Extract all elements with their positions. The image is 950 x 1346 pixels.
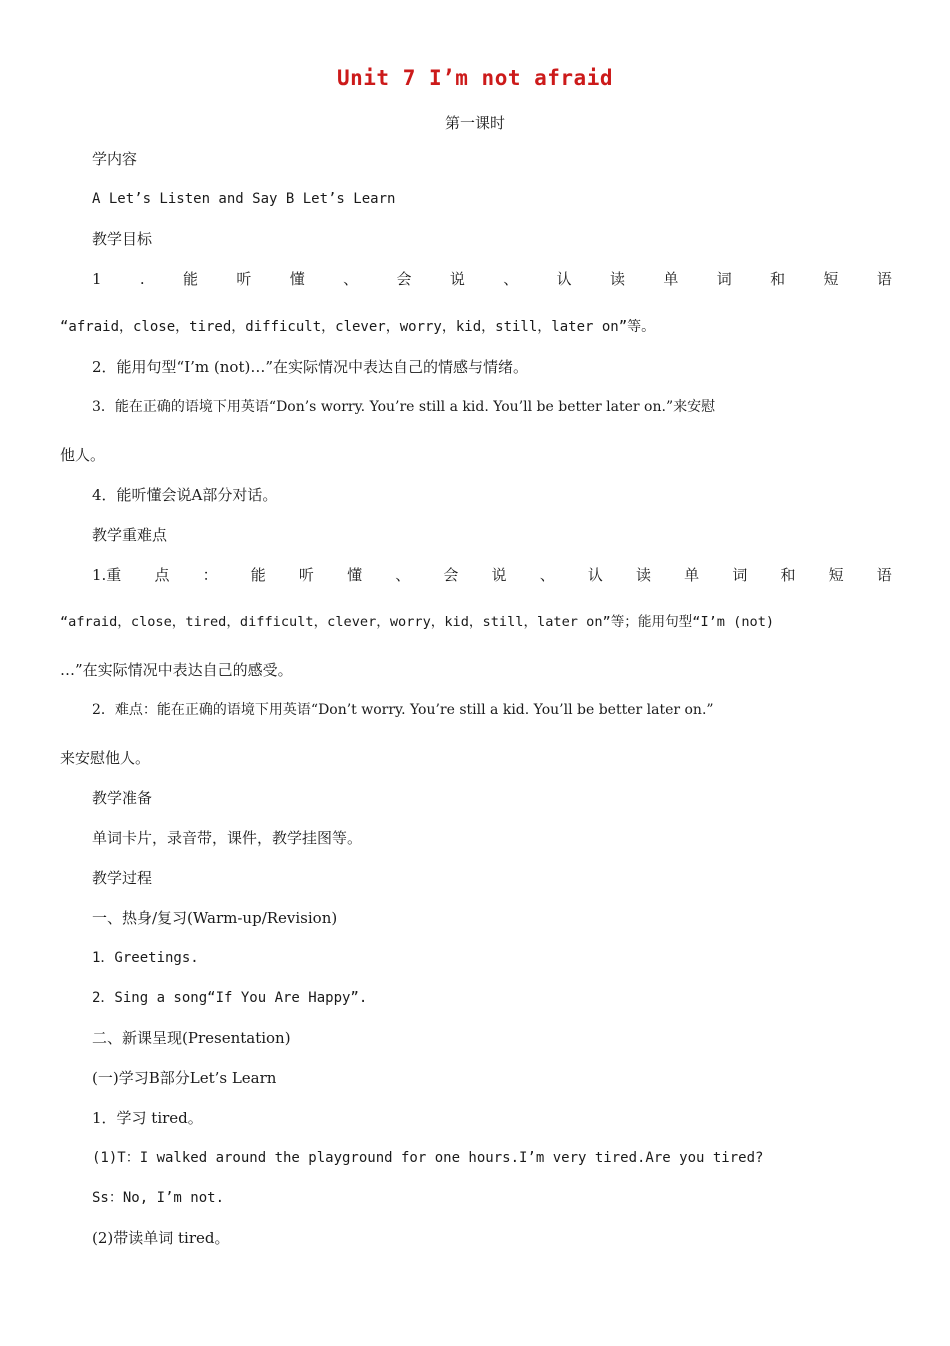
goal-1-char: 语 <box>876 270 892 288</box>
heading-key-points: 教学重难点 <box>92 526 168 544</box>
goal-4: 4．能听懂会说A部分对话。 <box>92 486 278 504</box>
heading-preparation: 教学准备 <box>92 789 153 807</box>
goal-1-continued: “afraid，close，tired，difficult，clever，worry，kid，still，later on”等。 <box>60 319 656 335</box>
key-1-continued-2: …”在实际情况中表达自己的感受。 <box>60 661 293 679</box>
goal-3-continued: 他人。 <box>60 446 106 464</box>
learn-item-1: 1．学习 tired。 <box>92 1109 203 1127</box>
heading-process: 教学过程 <box>92 869 153 887</box>
goal-1-char: 、 <box>503 270 519 288</box>
content-text: A Let’s Listen and Say B Let’s Learn <box>92 191 396 207</box>
key-1-char: 听 <box>298 566 314 584</box>
key-1-char: 、 <box>395 566 411 584</box>
learn-item-1-a: (1)T：I walked around the playground for one hours.I’m very tired.Are you tired? <box>92 1150 764 1166</box>
document-title: Unit 7 I’m not afraid <box>336 66 613 90</box>
subsection-1-heading: (一)学习B部分Let’s Learn <box>92 1069 277 1087</box>
key-2: 2．难点：能在正确的语境下用英语“Don’t worry. You’re still a kid. You’ll be better later on.” <box>92 702 714 718</box>
goal-1-char: 短 <box>823 270 839 288</box>
preparation-text: 单词卡片，录音带，课件，教学挂图等。 <box>92 829 363 847</box>
goal-1-char: 认 <box>556 270 572 288</box>
key-1-char: 和 <box>780 566 796 584</box>
key-2-continued: 来安慰他人。 <box>60 749 151 767</box>
key-1-char: 点 <box>154 566 170 584</box>
key-1-char: 认 <box>587 566 603 584</box>
section-1-heading: 一、热身/复习(Warm-up/Revision) <box>92 909 338 927</box>
key-1-char: 单 <box>684 566 700 584</box>
key-1-char: 会 <box>443 566 459 584</box>
key-1-char: 、 <box>539 566 555 584</box>
learn-item-1-c: (2)带读单词 tired。 <box>92 1229 230 1247</box>
goal-1-char: 读 <box>610 270 626 288</box>
goal-1-char: 1 <box>92 270 102 288</box>
key-1-char: 词 <box>732 566 748 584</box>
key-1-char: 语 <box>876 566 892 584</box>
learn-item-1-b: Ss：No, I’m not. <box>92 1190 225 1206</box>
goal-2: 2．能用句型“I’m (not)…”在实际情况中表达自己的情感与情绪。 <box>92 358 528 376</box>
key-1-char: 读 <box>636 566 652 584</box>
goal-1-char: 、 <box>343 270 359 288</box>
key-1-char: 能 <box>250 566 266 584</box>
goal-1-char: 词 <box>716 270 732 288</box>
goal-1-char: . <box>139 270 145 288</box>
goal-1-char: 懂 <box>289 270 305 288</box>
key-1-line <box>92 565 892 585</box>
goal-3: 3．能在正确的语境下用英语“Don’s worry. You’re still a kid. You’ll be better later on.”来安慰 <box>92 399 716 415</box>
key-1-continued: “afraid，close，tired，difficult，clever，worry，kid，still，later on”等；能用句型“I’m (not) <box>60 614 775 630</box>
key-1-char: 说 <box>491 566 507 584</box>
section-1-item-1: 1．Greetings. <box>92 950 199 966</box>
heading-content: 学内容 <box>92 150 138 168</box>
key-1-char: 1.重 <box>92 566 122 584</box>
key-1-char: 懂 <box>347 566 363 584</box>
goal-1-char: 听 <box>236 270 252 288</box>
heading-goals: 教学目标 <box>92 230 153 248</box>
goal-1-char: 和 <box>770 270 786 288</box>
goal-1-line <box>92 269 892 289</box>
goal-1-char: 会 <box>396 270 412 288</box>
section-1-item-2: 2．Sing a song“If You Are Happy”. <box>92 990 368 1006</box>
key-1-char: 短 <box>828 566 844 584</box>
key-1-char: ： <box>202 566 218 584</box>
goal-1-char: 单 <box>663 270 679 288</box>
document-subtitle: 第一课时 <box>444 114 505 132</box>
goal-1-char: 说 <box>449 270 465 288</box>
section-2-heading: 二、新课呈现(Presentation) <box>92 1029 291 1047</box>
goal-1-char: 能 <box>183 270 199 288</box>
